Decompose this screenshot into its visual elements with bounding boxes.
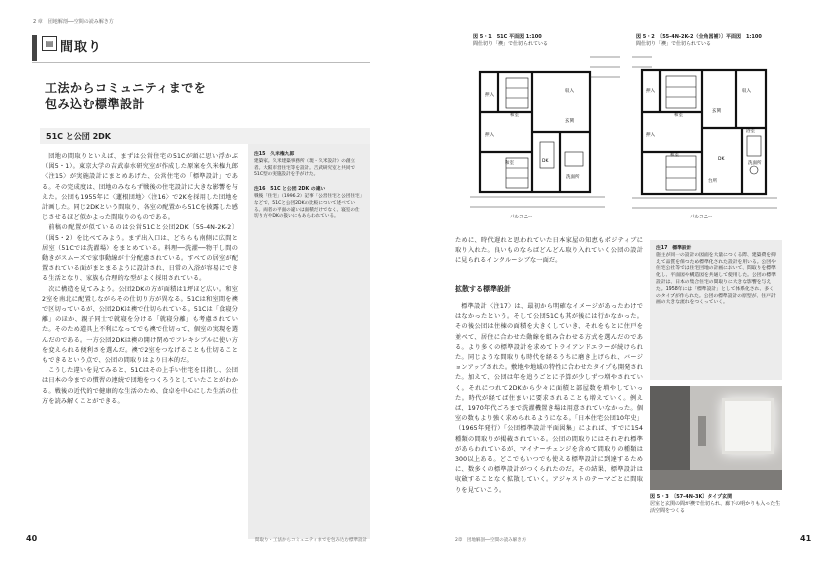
figure-title: 図 5・2 〔55-4N-2K-2（全角図補）〕平面図 1:100 (636, 34, 762, 40)
plan-label: バルコニー (690, 215, 713, 220)
sidenote (254, 187, 364, 221)
photo-subtitle: 居室と玄関の間が襖で仕切られ、廊下の明かりも入った生活空間をつくる (650, 501, 781, 514)
body-text-top: ために、時代遅れと思われていた日本家屋の知恵もポジティブに取り入れた。良いものならばどんどん取り入れていく公団の設計に見られるインクルーシブな一面だ。 (455, 237, 643, 265)
plan-label: 和室 (510, 113, 519, 118)
section-rule (32, 62, 370, 63)
sidenote-title: 注17 標準設計 (656, 246, 692, 251)
plan-label: 収入 (742, 89, 751, 94)
page-number-right: 41 (800, 534, 812, 543)
floorplan-icon: ▤ (42, 36, 57, 51)
figure-subtitle: 間仕切り「襖」で仕切られている (636, 41, 712, 47)
figure-caption (473, 34, 548, 48)
plan-label: DK (542, 159, 549, 164)
headline-line1: 工法からコミュニティまでを (45, 81, 207, 95)
footer-left: 間取り・工法からコミュニティまでを包み込む標準設計 (255, 538, 368, 543)
section-bar (32, 35, 37, 61)
page-number-left: 40 (26, 534, 38, 543)
plan-label: 和室 (674, 113, 683, 118)
plan-label: 和室 (670, 153, 679, 158)
plan-label: 洗面所 (566, 175, 580, 180)
sidenote-text: 施主が同一の設計の図面を大量につくる際、建築費を抑えて品質を保つため標準化された設計を用いる。公団や住宅公社等では住宅団地の計画において、間取りを標準化し、平面図や構造図を共通して使用した。公団の標準設計は、日本の集合住宅の間取りに大きな影響を与えた。1958年には「標準設計」として体系化され、多くのタイプが作られた。公団の標準設計の原型が、住戸計画の大きな流れをつくっていく。 (656, 252, 776, 306)
figure-subtitle: 間仕切り「襖」で仕切られている (473, 41, 549, 47)
floorplan-51c (470, 52, 620, 222)
subhead-box (40, 128, 370, 144)
sidenote (254, 152, 364, 179)
paragraph: 前稿の配置が似ているのは公営51Cと公団2DK〔55-4N-2K-2〕（図5・2）を比べてみよう。まず出入口は、どちらも南側に広間と居室（51Cでは洗濯場）をまとめている。料理──洗濯──物干し間の動きがスムーズで家事動線が十分配慮されている。すべての居室が配置されている面がまとまるように設計され、日常の入浴が容易にできる生活となり、家族も合理的な型がよく採用されている。 (42, 224, 238, 283)
body-text-left (42, 152, 238, 532)
sidenote-panel-right (650, 240, 782, 380)
footer-right: 2章 団地解剖──空間の読み解き方 (455, 538, 527, 543)
section-title: 間取り (60, 40, 103, 55)
paragraph: こうした違いを見てみると、51Cはその上手い住宅を目指し、公団は日本の今までの慣習の連続で団地をつくろうとしていたことがわかる。戦後の近代的で健康的な生活のため、食卓を中心にした生活の仕方を読み解くことができる。 (42, 367, 238, 405)
sidenote-title: 注15 久米権九郎 (254, 152, 295, 157)
headline-line2: 包み込む標準設計 (45, 97, 146, 111)
plan-label: バルコニー (510, 215, 533, 220)
plan-label: 押入 (646, 133, 655, 138)
subhead: 51C と公団 2DK (46, 132, 111, 141)
paragraph: 次に構造を見てみよう。公団2DKの方が面積は1坪ほど広い。和室2室を南北に配置しながらその仕切り方が異なる。51Cは和室間を襖で区切っているが、公団2DKは襖で仕切られている。51Cは「食寝分離」のほか、親子同士で就寝を分ける「就寝分離」も考慮されていた。そのため道具上不利になってでも襖で仕切って、個室の実現を選んだのである。一方公団2DKは襖の開け閉めでフレキシブルに使い方を変えられる便利さを選んだ。襖で2室をつなげることも仕切ることもできるという点で、公団の間取りはより日本的だ。 (42, 285, 238, 365)
photo-caption (650, 494, 782, 515)
plan-label: 浴室 (746, 129, 755, 134)
plan-label: 玄関 (712, 109, 721, 114)
plan-label: 台所 (708, 179, 717, 184)
photo-title: 図 5・3 〔57-4N-3K〕タイプ玄関 (650, 494, 733, 500)
sidenote-text: 戦後「住宅」（1996.2）記事「公営住宅と公団住宅」などで、51Cと公団2DKの比較について述べている。両者の平面の違いは面積だけでなく、寝室の仕切り方やDKの扱いにもあらわれている。 (254, 193, 362, 220)
sidenote-title: 注16 51C と公団 2DK の違い (254, 187, 326, 193)
plan-label: 押入 (485, 133, 494, 138)
plan-label: DK (718, 157, 725, 162)
body-text-right: 標準設計〈注17〉は、最初から明確なイメージがあったわけではなかったという。そして公団51Cも其が後には行かなかった。その後公団は住棟の面積を大きくしていき、それをもとに住戸を並べて、居住に合わせた動線を組み合わせる方式を選んだのである。より多くの標準設計を求めてトライアンドエラーが続けられた。同じような間取りも時代を経るうちに磨き上げられ、バージョンアップされた。敷地や地域の特性に合わせたタイプも開発された。加えて、公団は年を追うごとに予算が少しずつ増やされていく。それにつれて2DKから少々に面積と部屋数を増やしていった。時代が経てば住まいに要求されることも増えていく。例えば、1970年代ごろまで洗濯機置き場は用意されていなかった。個室の数もより強く求められるようになる。「日本住宅公団10年史」（1965年発行）「公団標準設計平面図集」によれば、すでに154種類の間取りが掲載されている。公団の間取りにはそれぞれ標準があらわれているが、マイナーチェンジを含めて間取りの種類は300以上ある。どこでもいつでも使える標準設計に到達するために、数多くの標準設計がつくられたのだ。その結果、標準設計は収斂することなく拡散していく。アジャストのテーマごとに間取りを見ていこう。 (455, 303, 643, 494)
sidenote-text: 建築家。久米建築事務所（現・久米設計）の創立者。大阪市営住宅等を設計。吉武研究室と共同で51C型の実施設計を手がけた。 (254, 158, 356, 178)
sidenote (656, 246, 776, 307)
subhead-2: 拡散する標準設計 (455, 285, 511, 293)
plan-label: 和室 (505, 161, 514, 166)
paragraph: 団地の間取りといえば、まずは公営住宅の51Cが頭に思い浮かぶ（図5・1）。東京大学の吉武泰水研究室が作成した原案を久米権九郎〈注15〉が実施設計にまとめあげた、公営住宅の「標準設計」である。その完成度は、団地のみならず戦後の住宅設計に大きな影響を与えた。公団も1955年に〈蓮根団地〉〈注16〉で2Kを採用した団地を計画した。同じ2DKという間取り、各室の配置から51Cを披露した感じさせるほど似かよった間取りのものである。 (42, 153, 238, 222)
plan-label: 玄関 (565, 119, 574, 124)
entrance-photo (650, 386, 782, 490)
running-header: 2 章 団地解剖──空間の読み解き方 (33, 19, 114, 25)
floorplan-2dk (632, 52, 782, 222)
figure-caption (636, 34, 762, 48)
plan-label: 押入 (646, 89, 655, 94)
plan-label: 洗面所 (748, 161, 762, 166)
plan-label: 押入 (485, 93, 494, 98)
sidenote-panel (248, 144, 370, 539)
headline (45, 80, 206, 112)
figure-title: 図 5・1 51C 平面図 1:100 (473, 34, 542, 40)
plan-label: 収入 (565, 89, 574, 94)
